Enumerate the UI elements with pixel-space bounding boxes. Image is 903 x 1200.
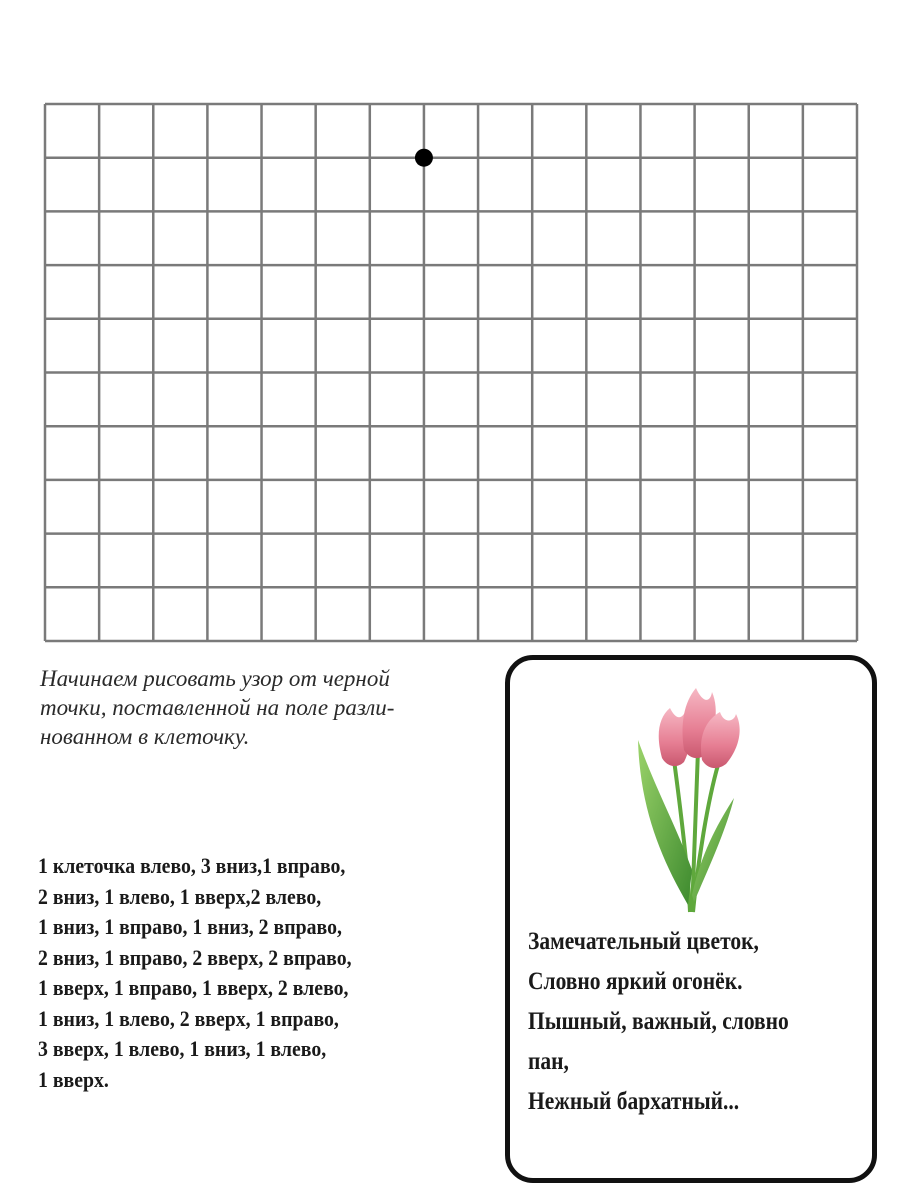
poem-line: Словно яркий огонёк. (528, 968, 743, 995)
step-line: 1 вверх, 1 вправо, 1 вверх, 2 влево, (38, 975, 349, 1000)
step-line: 1 вверх. (38, 1066, 109, 1092)
poem-line: пан, (528, 1048, 569, 1075)
intro-line: Начинаем рисовать узор от черной (40, 666, 390, 691)
step-line: 2 вниз, 1 влево, 1 вверх,2 влево, (38, 883, 322, 909)
step-line: 1 клеточка влево, 3 вниз,1 вправо, (38, 853, 346, 878)
step-line: 1 вниз, 1 влево, 2 вверх, 1 вправо, (38, 1005, 339, 1031)
step-line: 1 вниз, 1 вправо, 1 вниз, 2 вправо, (38, 914, 342, 939)
poem (528, 922, 855, 1122)
poem-line: Нежный бархатный... (528, 1088, 740, 1115)
intro-line: нованном в клеточку. (40, 724, 250, 749)
poem-card (505, 655, 877, 1183)
tulip-illustration (622, 680, 747, 915)
step-instructions (38, 851, 443, 1095)
step-line: 3 вверх, 1 влево, 1 вниз, 1 влево, (38, 1036, 327, 1061)
step-line: 2 вниз, 1 вправо, 2 вверх, 2 вправо, (38, 944, 352, 970)
start-dot (415, 149, 433, 167)
intro-line: точки, поставленной на поле разли- (40, 695, 395, 720)
poem-line: Замечательный цветок, (528, 928, 759, 955)
intro-text (40, 664, 480, 751)
poem-line: Пышный, важный, словно (528, 1008, 789, 1035)
